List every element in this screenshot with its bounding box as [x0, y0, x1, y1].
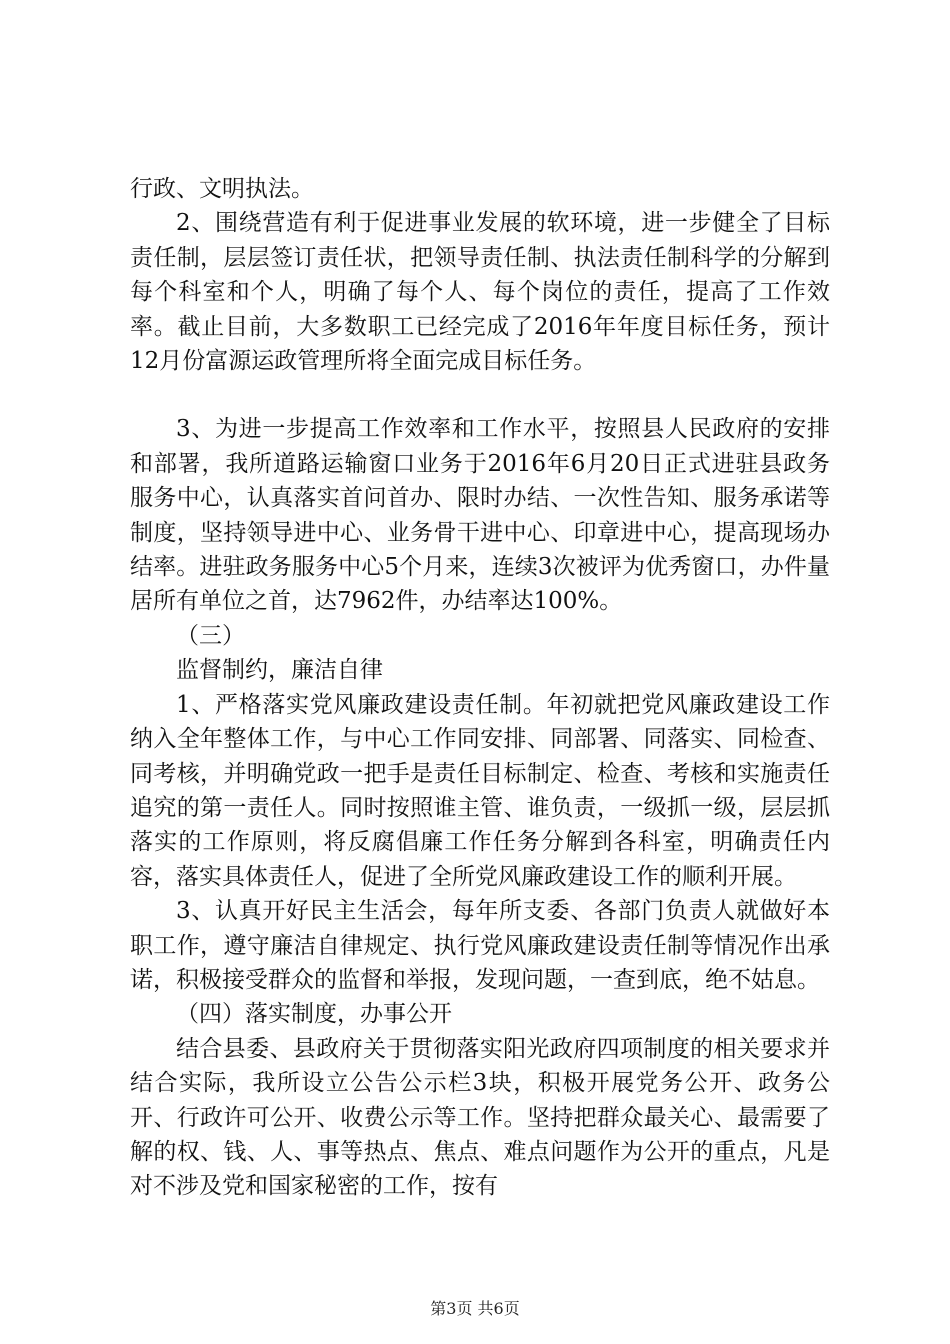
paragraph-item-1: 1、严格落实党风廉政建设责任制。年初就把党风廉政建设工作纳入全年整体工作，与中心工作同安排、同部署、同落实、同检查、同考核，并明确党政一把手是责任目标制定、检查、考核和实施责任追究的第一责任人。同时按照谁主管、谁负责，一级抓一级，层层抓落实的工作原则，将反腐倡廉工作任务分解到各科室，明确责任内容，落实具体责任人，促进了全所党风廉政建设工作的顺利开展。 — [130, 691, 830, 890]
paragraph-continuation: 行政、文明执法。 — [130, 176, 314, 202]
document-body — [130, 172, 830, 1204]
page-footer: 第3页 共6页 — [430, 1299, 520, 1318]
paragraph-gap — [130, 378, 830, 412]
paragraph-section-4: 结合县委、县政府关于贯彻落实阳光政府四项制度的相关要求并结合实际，我所设立公告公示栏3块，积极开展党务公开、政务公开、行政许可公开、收费公示等工作。坚持把群众最关心、最需要了解的权、钱、人、事等热点、焦点、难点问题作为公开的重点，凡是对不涉及党和国家秘密的工作，按有 — [130, 1035, 830, 1200]
section-heading-3: 监督制约，廉洁自律 — [176, 657, 383, 684]
section-heading-4: （四）落实制度，办事公开 — [176, 1001, 452, 1028]
section-number-3: （三） — [176, 622, 245, 649]
paragraph-item-3b: 3、认真开好民主生活会，每年所支委、各部门负责人就做好本职工作，遵守廉洁自律规定、执行党风廉政建设责任制等情况作出承诺，积极接受群众的监督和举报，发现问题，一查到底，绝不姑息。 — [130, 898, 830, 993]
paragraph-item-2: 2、围绕营造有利于促进事业发展的软环境，进一步健全了目标责任制，层层签订责任状，把领导责任制、执法责任制科学的分解到每个科室和个人，明确了每个人、每个岗位的责任，提高了工作效率。截止目前，大多数职工已经完成了2016年年度目标任务，预计12月份富源运政管理所将全面完成目标任务。 — [130, 210, 830, 375]
paragraph-item-3: 3、为进一步提高工作效率和工作水平，按照县人民政府的安排和部署，我所道路运输窗口业务于2016年6月20日正式进驻县政务服务中心，认真落实首问首办、限时办结、一次性告知、服务承诺等制度，坚持领导进中心、业务骨干进中心、印章进中心，提高现场办结率。进驻政务服务中心5个月来，连续3次被评为优秀窗口，办件量居所有单位之首，达7962件，办结率达100%。 — [130, 416, 830, 615]
